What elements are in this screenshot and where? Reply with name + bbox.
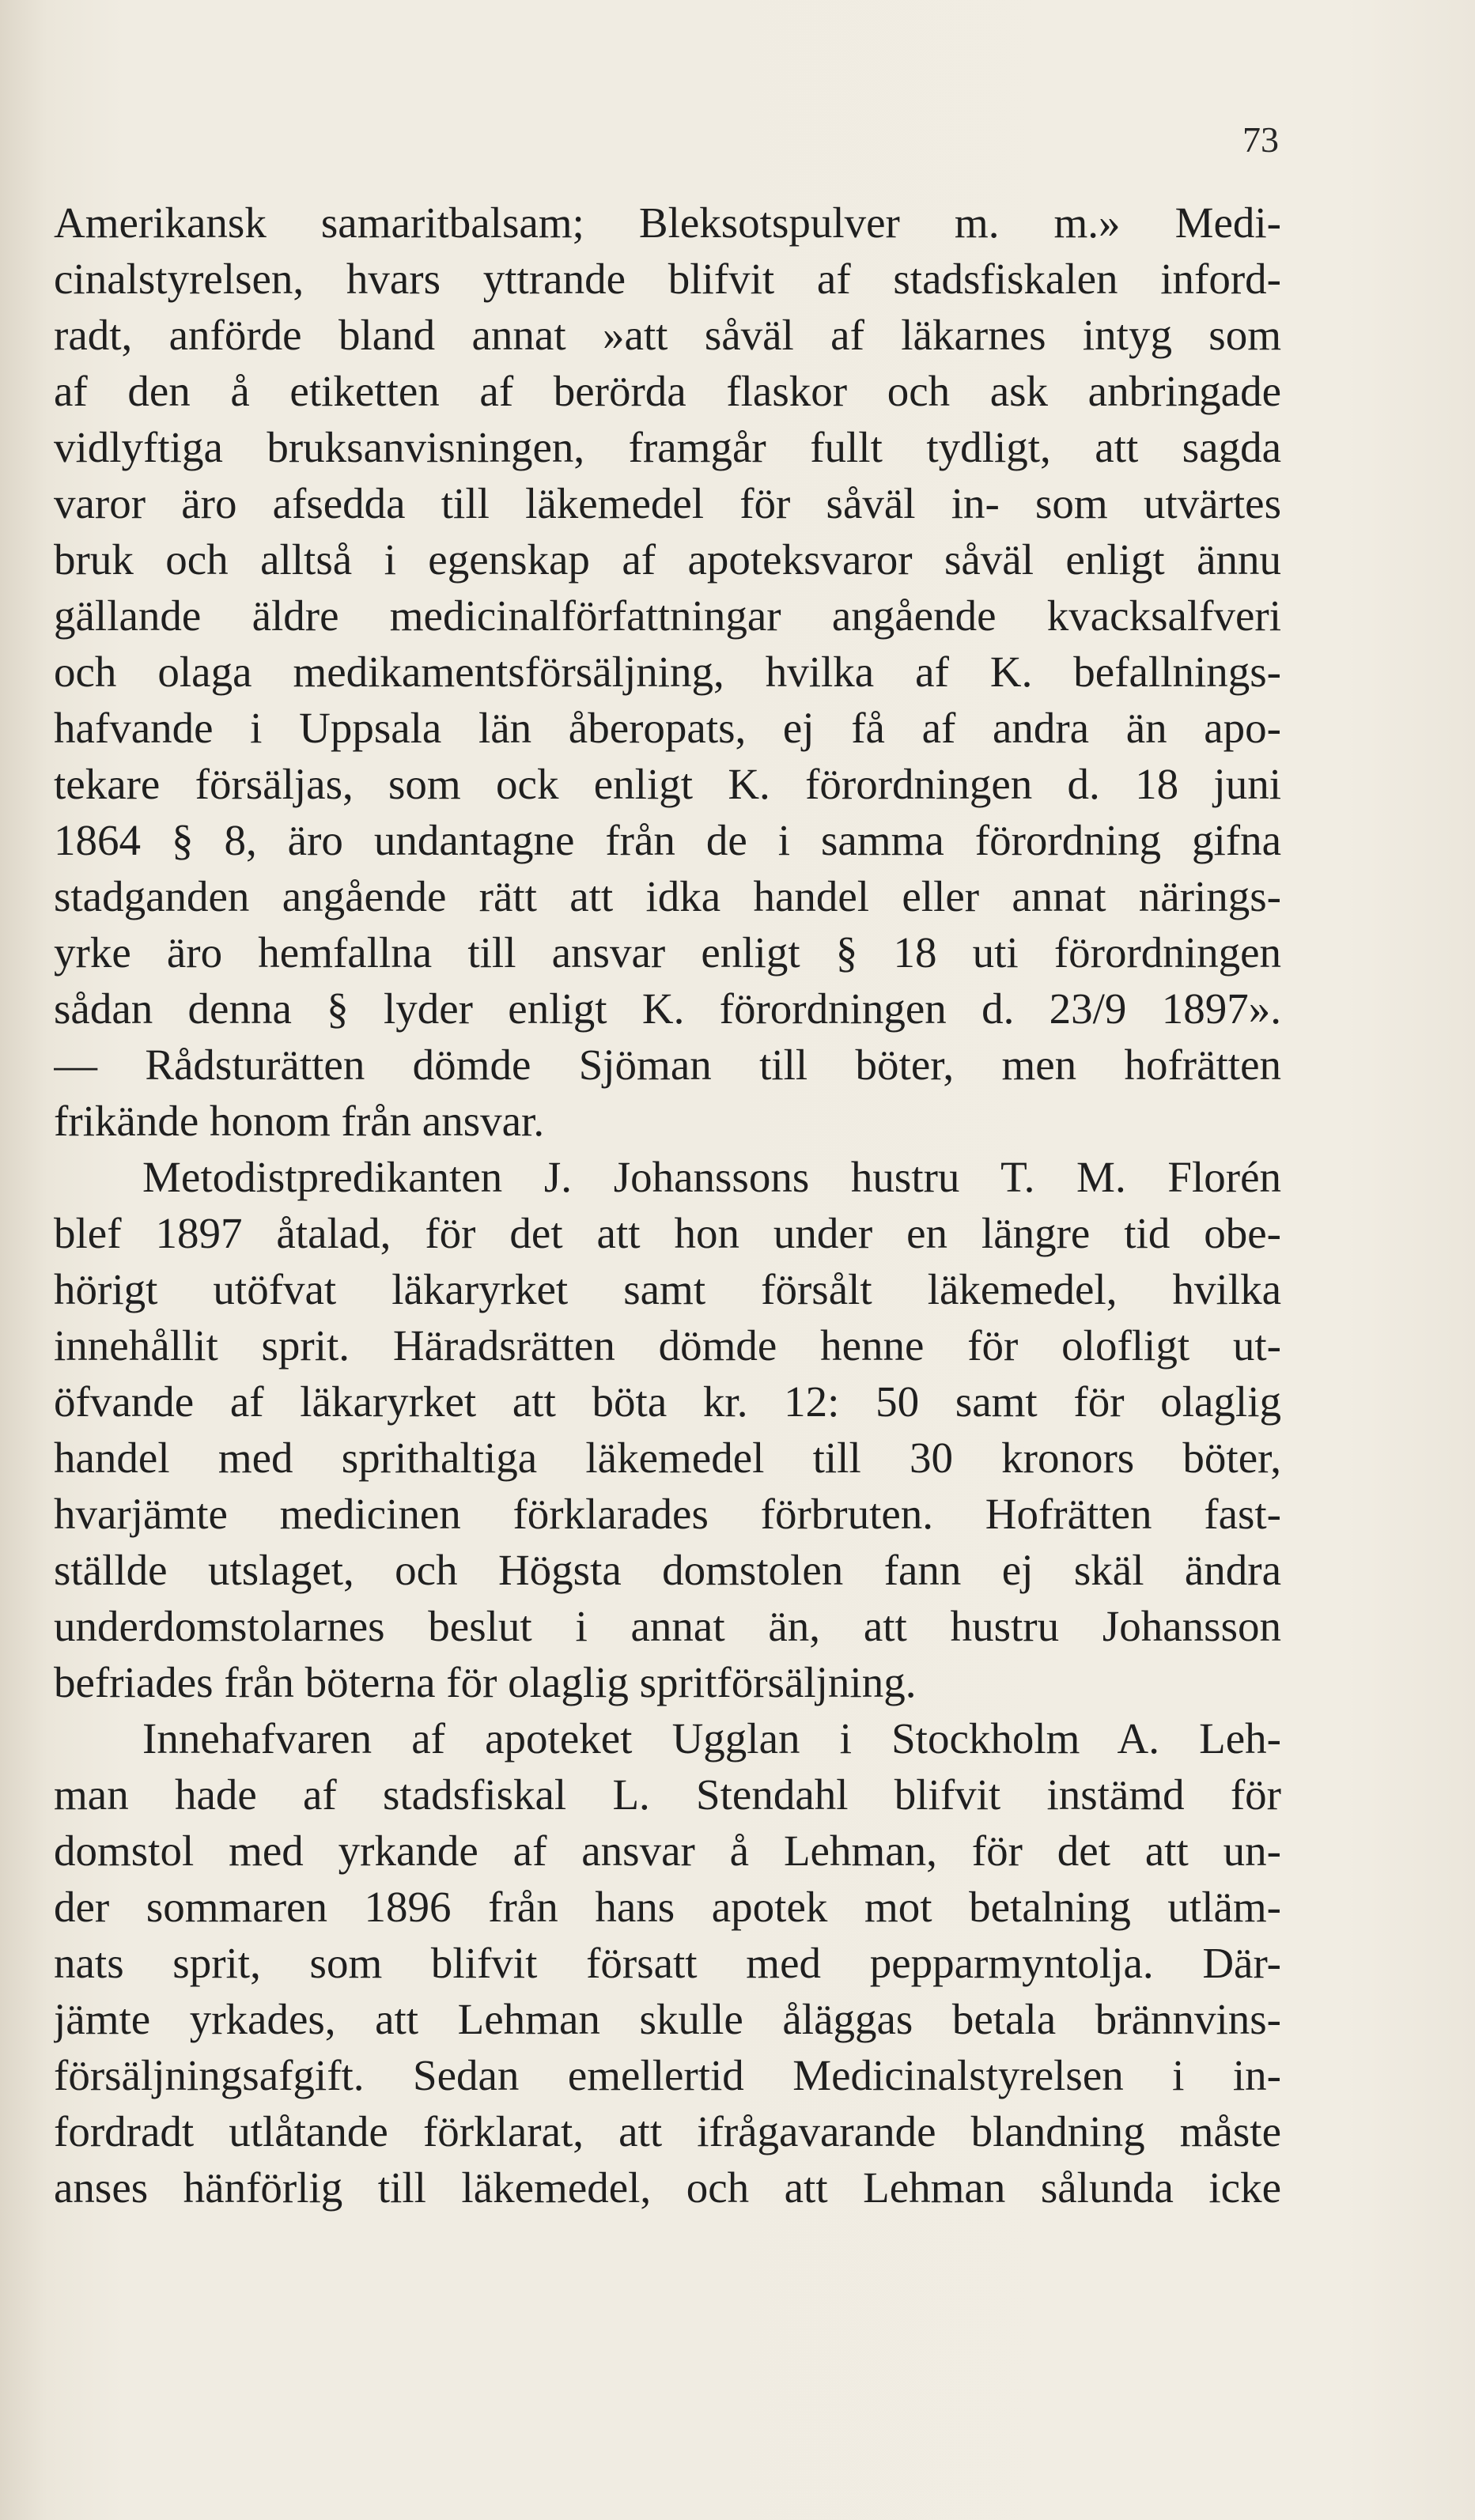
text-line: jämte yrkades, att Lehman skulle åläggas betala brännvins- (54, 1995, 1281, 2043)
text-line: och olaga medikamentsförsäljning, hvilka af K. befallnings- (54, 648, 1281, 696)
text-line: fordradt utlåtande förklarat, att ifrågavarande blandning måste (54, 2107, 1281, 2155)
text-line: bruk och alltså i egenskap af apoteksvaror såväl enligt ännu (54, 535, 1281, 584)
text-line: blef 1897 åtalad, för det att hon under en längre tid obe- (54, 1209, 1281, 1257)
text-line: hafvande i Uppsala län åberopats, ej få af andra än apo- (54, 704, 1281, 752)
text-line: Metodistpredikanten J. Johanssons hustru T. M. Florén (142, 1153, 1281, 1201)
text-line: nats sprit, som blifvit försatt med pepparmyntolja. Där- (54, 1939, 1281, 1987)
text-line: försäljningsafgift. Sedan emellertid Medicinalstyrelsen i in- (54, 2051, 1281, 2099)
text-line: ställde utslaget, och Högsta domstolen fann ej skäl ändra (54, 1546, 1281, 1594)
text-line: anses hänförlig till läkemedel, och att Lehman sålunda icke (54, 2163, 1281, 2212)
text-line: frikände honom från ansvar. (54, 1097, 545, 1145)
body-text (54, 195, 1281, 2216)
text-line: cinalstyrelsen, hvars yttrande blifvit af stadsfiskalen inford- (54, 255, 1281, 303)
text-line: Amerikansk samaritbalsam; Bleksotspulver m. m.» Medi- (54, 198, 1281, 247)
text-line: Innehafvaren af apoteket Ugglan i Stockholm A. Leh- (142, 1714, 1281, 1762)
text-line: domstol med yrkande af ansvar å Lehman, för det att un- (54, 1827, 1281, 1875)
text-line: der sommaren 1896 från hans apotek mot betalning utläm- (54, 1883, 1281, 1931)
text-line: radt, anförde bland annat »att såväl af läkarnes intyg som (54, 311, 1281, 359)
text-line: befriades från böterna för olaglig spritförsäljning. (54, 1658, 917, 1706)
text-line: innehållit sprit. Häradsrätten dömde henne för olofligt ut- (54, 1321, 1281, 1370)
text-line: öfvande af läkaryrket att böta kr. 12: 50 samt för olaglig (54, 1377, 1281, 1426)
text-line: sådan denna § lyder enligt K. förordningen d. 23/9 1897». (54, 984, 1281, 1033)
text-line: handel med sprithaltiga läkemedel till 30 kronors böter, (54, 1434, 1281, 1482)
text-line: varor äro afsedda till läkemedel för såväl in- som utvärtes (54, 479, 1281, 527)
text-line: tekare försäljas, som ock enligt K. förordningen d. 18 juni (54, 760, 1281, 808)
text-line: — Rådsturätten dömde Sjöman till böter, men hofrätten (54, 1041, 1281, 1089)
text-line: man hade af stadsfiskal L. Stendahl blifvit instämd för (54, 1770, 1281, 1819)
text-line: af den å etiketten af berörda flaskor och ask anbringade (54, 367, 1281, 415)
text-line: stadganden angående rätt att idka handel eller annat närings- (54, 872, 1281, 920)
text-line: hvarjämte medicinen förklarades förbruten. Hofrätten fast- (54, 1490, 1281, 1538)
text-line: 1864 § 8, äro undantagne från de i samma förordning gifna (54, 816, 1281, 864)
text-line: underdomstolarnes beslut i annat än, att hustru Johansson (54, 1602, 1281, 1650)
page-number: 73 (1242, 119, 1279, 160)
text-line: yrke äro hemfallna till ansvar enligt § 18 uti förordningen (54, 928, 1281, 977)
text-line: vidlyftiga bruksanvisningen, framgår fullt tydligt, att sagda (54, 423, 1281, 471)
text-line: gällande äldre medicinalförfattningar angående kvacksalfveri (54, 591, 1281, 640)
text-line: hörigt utöfvat läkaryrket samt försålt läkemedel, hvilka (54, 1265, 1281, 1313)
